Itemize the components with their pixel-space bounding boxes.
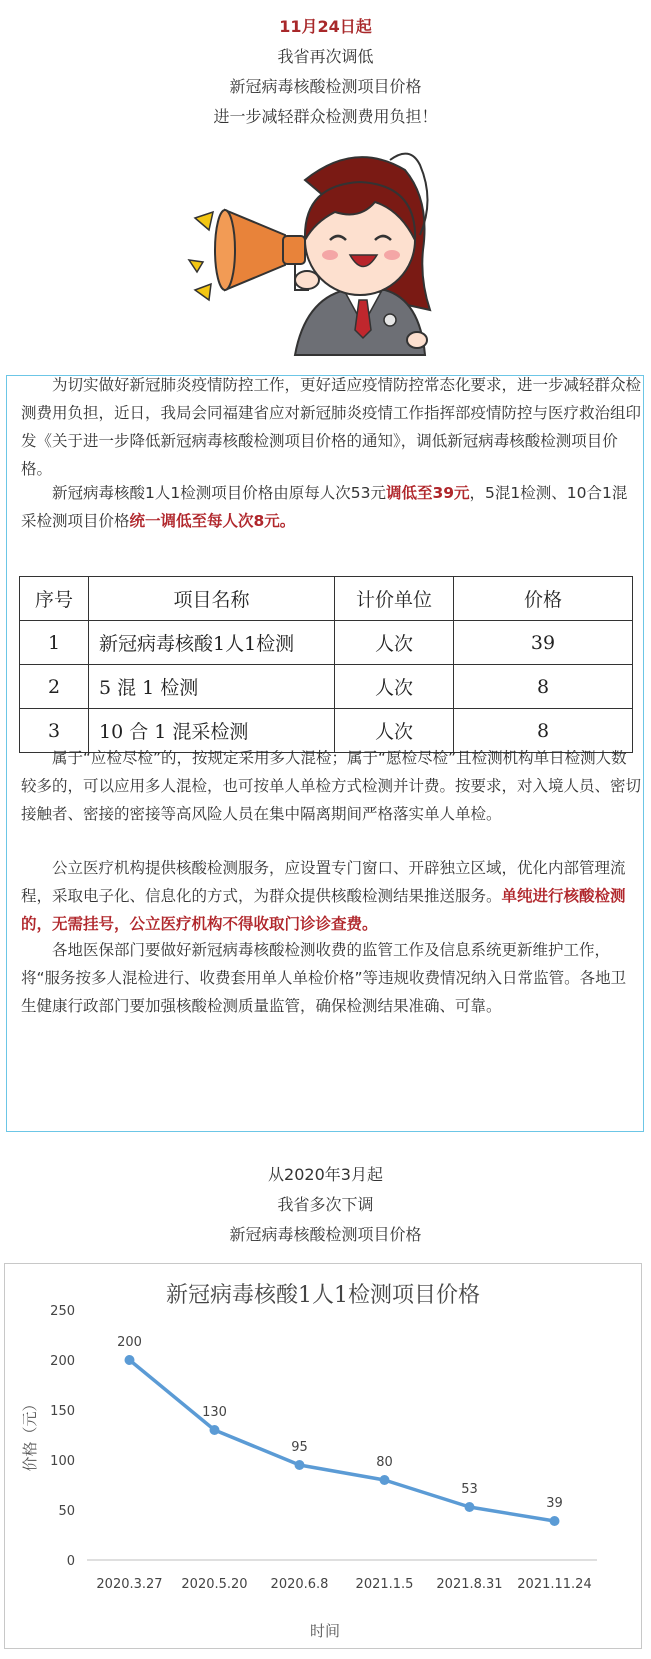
x-tick-label: 2021.11.24 bbox=[517, 1577, 592, 1592]
cell-no: 2 bbox=[20, 665, 89, 709]
x-tick-label: 2020.6.8 bbox=[270, 1577, 329, 1592]
shout-spark-icon bbox=[189, 212, 213, 300]
p4-text-a: 公立医疗机构提供核酸检测服务，应设置专门窗口、开辟独立区域，优化内部管理流程，采取电子化、信息化的方式，为群众提供核酸检测结果推送服务。 bbox=[21, 859, 626, 905]
cell-no: 1 bbox=[20, 621, 89, 665]
cell-price: 8 bbox=[454, 709, 633, 753]
notice-paragraph-3: 属于“应检尽检”的，按规定采用多人混检；属于“愿检尽检”且检测机构单日检测人数较多的，可以应用多人混检，也可按单人单检方式检测并计费。按要求，对入境人员、密切接触者、密接的密接等高风险人员在集中隔离期间严格落实单人单检。 bbox=[21, 749, 642, 823]
x-tick-label: 2020.5.20 bbox=[181, 1577, 248, 1592]
notice-paragraph-5: 各地医保部门要做好新冠病毒核酸检测收费的监管工作及信息系统更新维护工作，将“服务按多人混检进行、收费套用单人单检价格”等违规收费情况纳入日常监管。各地卫生健康行政部门要加强核酸检测质量监管，确保检测结果准确、可靠。 bbox=[21, 941, 627, 1015]
x-axis-label: 时间 bbox=[309, 1622, 341, 1640]
data-point bbox=[550, 1516, 560, 1526]
notice-paragraph-4 bbox=[21, 854, 641, 938]
data-point bbox=[210, 1425, 220, 1435]
chart-title: 新冠病毒核酸1人1检测项目价格 bbox=[166, 1283, 480, 1308]
col-header-no: 序号 bbox=[20, 577, 89, 621]
x-tick-label: 2021.8.31 bbox=[436, 1577, 503, 1592]
y-tick-label: 100 bbox=[50, 1454, 75, 1469]
p2-text-c: ，5混1检测、10合1混采检测项目价格 bbox=[21, 484, 628, 530]
cell-price: 39 bbox=[454, 621, 633, 665]
price-table bbox=[19, 576, 633, 753]
table-header-row bbox=[20, 577, 633, 621]
data-point bbox=[465, 1502, 475, 1512]
notice-paragraph-2 bbox=[21, 479, 641, 535]
cell-item: 新冠病毒核酸1人1检测 bbox=[89, 621, 335, 665]
y-tick-label: 0 bbox=[66, 1554, 75, 1569]
x-tick-label: 2021.1.5 bbox=[355, 1577, 414, 1592]
p4-highlight: 单纯进行核酸检测的，无需挂号，公立医疗机构不得收取门诊诊查费。 bbox=[21, 887, 626, 933]
cell-unit: 人次 bbox=[335, 621, 454, 665]
table-row bbox=[20, 621, 633, 665]
cell-price: 8 bbox=[454, 665, 633, 709]
chart-intro-line-1: 从2020年3月起 bbox=[268, 1165, 383, 1184]
intro-header bbox=[0, 12, 651, 132]
data-label: 39 bbox=[546, 1496, 563, 1511]
data-point bbox=[380, 1475, 390, 1485]
data-label: 200 bbox=[117, 1335, 142, 1350]
col-header-unit: 计价单位 bbox=[335, 577, 454, 621]
data-point bbox=[295, 1460, 305, 1470]
notice-paragraph-1: 为切实做好新冠肺炎疫情防控工作，更好适应疫情防控常态化要求，进一步减轻群众检测费用负担，近日，我局会同福建省应对新冠肺炎疫情工作指挥部疫情防控与医疗救治组印发《关于进一步降低新冠病毒核酸检测项目价格的通知》，调低新冠病毒核酸检测项目价格。 bbox=[21, 376, 642, 478]
y-axis-label: 价格（元） bbox=[21, 1396, 39, 1472]
cell-no: 3 bbox=[20, 709, 89, 753]
y-tick-label: 150 bbox=[50, 1404, 75, 1419]
intro-line-1: 我省再次调低 bbox=[277, 47, 374, 66]
intro-line-2: 新冠病毒核酸检测项目价格 bbox=[229, 77, 422, 96]
col-header-item: 项目名称 bbox=[89, 577, 335, 621]
x-tick-label: 2020.3.27 bbox=[96, 1577, 163, 1592]
table-row bbox=[20, 665, 633, 709]
data-point bbox=[125, 1355, 135, 1365]
y-tick-label: 50 bbox=[58, 1504, 75, 1519]
data-label: 53 bbox=[461, 1482, 478, 1497]
col-header-price: 价格 bbox=[454, 577, 633, 621]
p2-highlight-8: 统一调低至每人次8元。 bbox=[129, 512, 296, 530]
chart-intro-header bbox=[0, 1160, 651, 1250]
data-label: 80 bbox=[376, 1455, 393, 1470]
y-tick-label: 250 bbox=[50, 1304, 75, 1319]
p2-text-a: 新冠病毒核酸1人1检测项目价格由原每人次53元 bbox=[52, 484, 386, 502]
chart-intro-line-3: 新冠病毒核酸检测项目价格 bbox=[229, 1225, 422, 1244]
cell-unit: 人次 bbox=[335, 665, 454, 709]
effective-date: 11月24日起 bbox=[279, 17, 372, 36]
intro-line-3: 进一步减轻群众检测费用负担！ bbox=[213, 107, 438, 126]
y-tick-label: 200 bbox=[50, 1354, 75, 1369]
chart-intro-line-2: 我省多次下调 bbox=[277, 1195, 374, 1214]
price-series-line bbox=[130, 1360, 555, 1521]
data-label: 95 bbox=[291, 1440, 308, 1455]
cell-item: 10 合 1 混采检测 bbox=[89, 709, 335, 753]
megaphone-girl-illustration bbox=[185, 140, 445, 365]
cell-item: 5 混 1 检测 bbox=[89, 665, 335, 709]
data-label: 130 bbox=[202, 1405, 227, 1420]
price-line-chart bbox=[5, 1264, 641, 1648]
cell-unit: 人次 bbox=[335, 709, 454, 753]
price-chart-panel bbox=[4, 1263, 642, 1649]
notice-panel bbox=[6, 375, 644, 1132]
p2-highlight-39: 调低至39元 bbox=[385, 484, 470, 502]
